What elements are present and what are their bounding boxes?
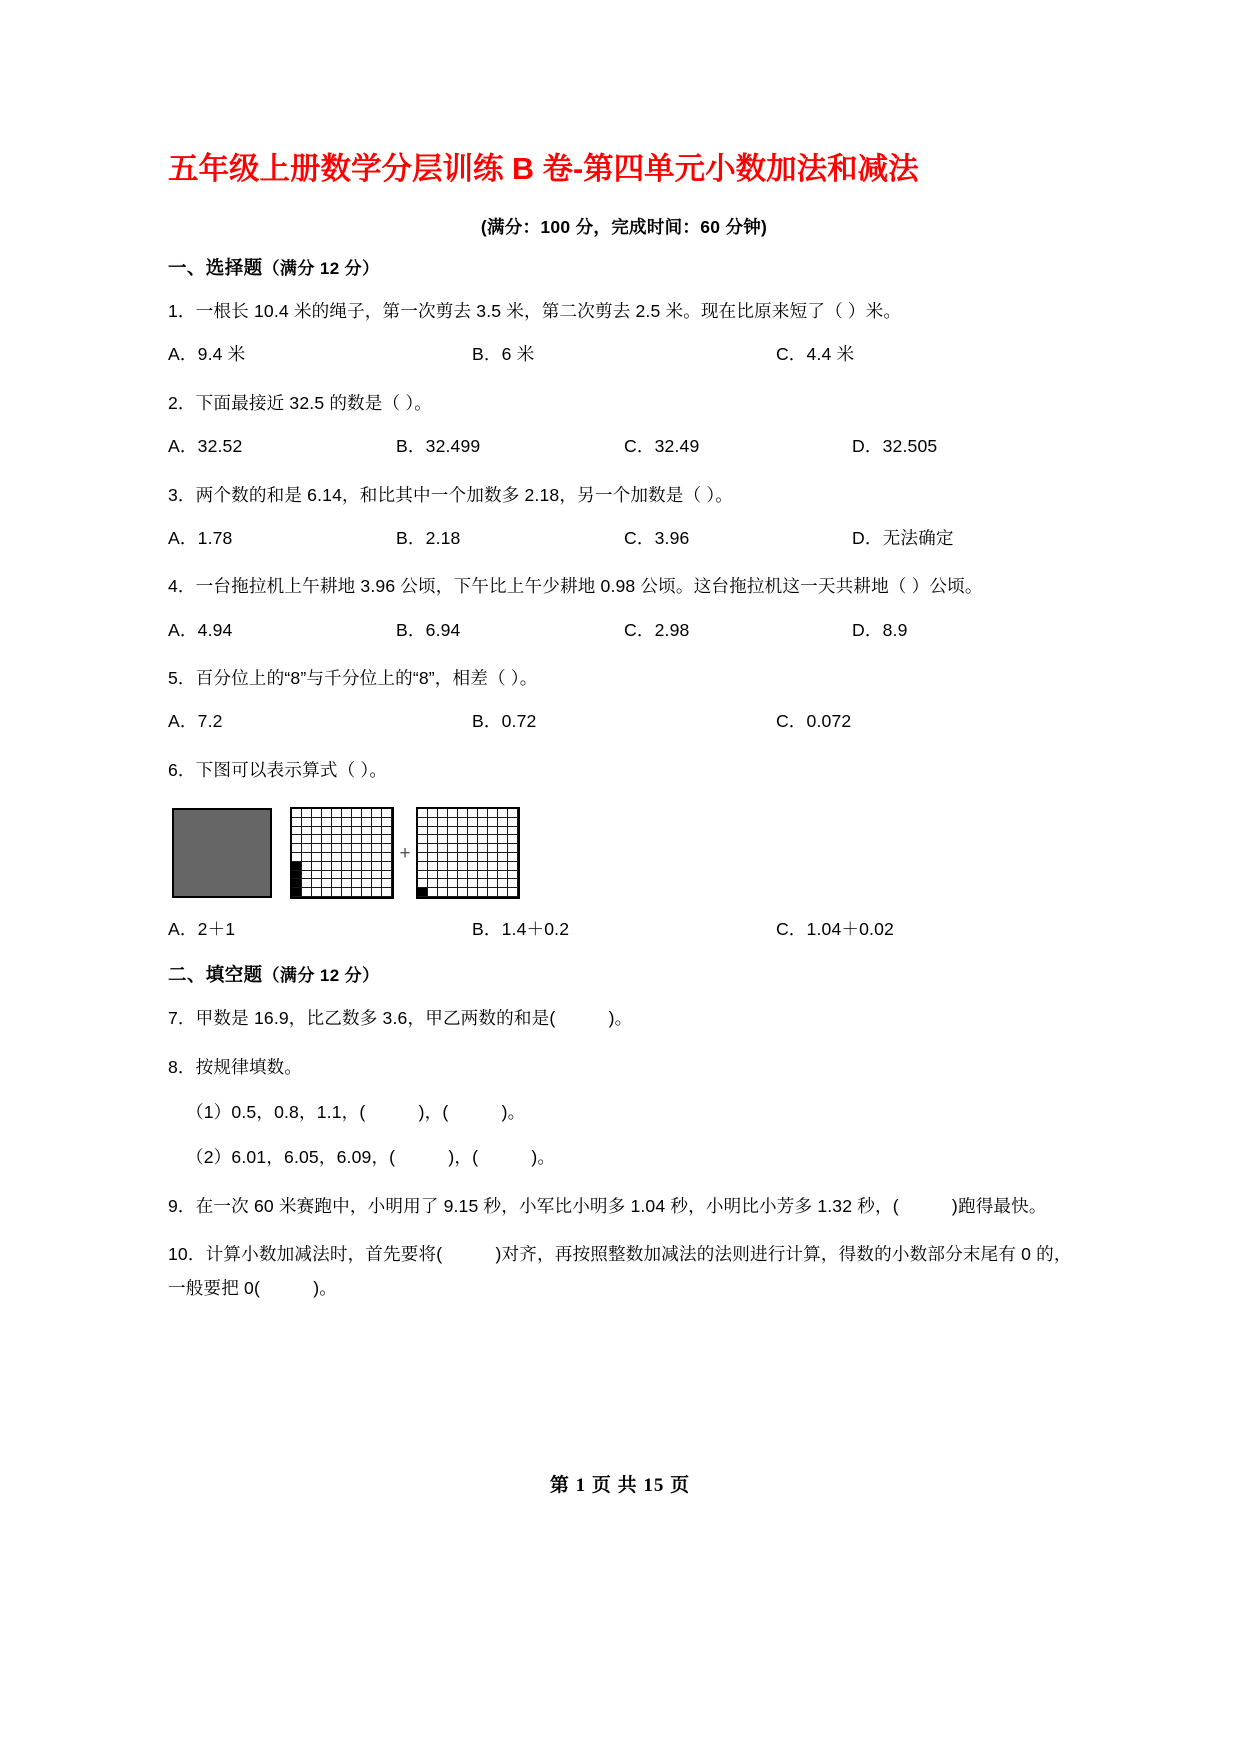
grid-cell <box>302 879 312 888</box>
grid-cell <box>382 809 392 818</box>
grid-cell <box>478 862 488 871</box>
grid-cell <box>478 871 488 880</box>
question-7-text: 7．甲数是 16.9，比乙数多 3.6，甲乙两数的和是( )。 <box>168 1008 633 1029</box>
grid-cell <box>428 827 438 836</box>
grid-cell <box>382 853 392 862</box>
grid-cell <box>478 888 488 897</box>
grid-cell <box>382 827 392 836</box>
grid-cell <box>382 844 392 853</box>
grid-cell <box>468 888 478 897</box>
option-5-b[interactable]: B．0.72 <box>471 711 537 732</box>
grid-cell <box>342 879 352 888</box>
grid-cell <box>322 888 332 897</box>
section-heading-label-2: 二、填空题 <box>168 964 263 986</box>
grid-cell <box>292 853 302 862</box>
grid-cell <box>302 853 312 862</box>
grid-cell <box>438 827 448 836</box>
grid-cell <box>458 835 468 844</box>
grid-cell <box>352 853 362 862</box>
grid-cell <box>382 888 392 897</box>
grid-cell <box>488 853 498 862</box>
grid-cell <box>498 835 508 844</box>
grid-cell <box>352 827 362 836</box>
grid-cell <box>372 827 382 836</box>
grid-cell <box>438 888 448 897</box>
grid-cell <box>332 871 342 880</box>
grid-cell <box>332 879 342 888</box>
grid-cell <box>292 844 302 853</box>
question-2-text: 2．下面最接近 32.5 的数是（ ）。 <box>168 392 433 413</box>
grid-cell <box>362 871 372 880</box>
hundredths-grid-b <box>416 807 520 899</box>
exam-subtitle: (满分：100 分，完成时间：60 分钟) <box>480 217 768 238</box>
grid-cell <box>448 827 458 836</box>
grid-cell <box>468 844 478 853</box>
grid-cell <box>302 835 312 844</box>
grid-cell <box>428 844 438 853</box>
grid-cell <box>342 809 352 818</box>
decimal-grid-figure <box>168 803 1080 903</box>
solid-unit-square <box>172 808 272 898</box>
section-heading-label: 一、选择题 <box>168 257 263 279</box>
grid-cell <box>352 862 362 871</box>
grid-cell <box>508 888 518 897</box>
grid-cell <box>458 879 468 888</box>
grid-cell <box>508 809 518 818</box>
grid-cell <box>498 862 508 871</box>
grid-cell <box>438 862 448 871</box>
hundredths-grid-a <box>290 807 394 899</box>
grid-cell <box>332 844 342 853</box>
option-6-c[interactable]: C．1.04＋0.02 <box>775 919 894 940</box>
grid-cell <box>372 818 382 827</box>
grid-cell <box>292 818 302 827</box>
grid-cell <box>428 871 438 880</box>
section-heading-points: （满分 12 分） <box>262 259 380 279</box>
grid-cell <box>418 879 428 888</box>
grid-cell <box>468 871 478 880</box>
option-4-a[interactable]: A．4.94 <box>168 619 233 640</box>
option-6-b[interactable]: B．1.4＋0.2 <box>471 919 570 940</box>
grid-cell <box>458 818 468 827</box>
grid-cell <box>448 862 458 871</box>
question-1-options <box>168 338 1080 371</box>
page-footer: 第 1 页 共 15 页 <box>549 1475 691 1496</box>
grid-cell <box>312 844 322 853</box>
grid-cell <box>302 888 312 897</box>
option-2-b[interactable]: B．32.499 <box>396 436 481 457</box>
grid-cell <box>372 871 382 880</box>
grid-cell <box>438 844 448 853</box>
grid-cell <box>418 871 428 880</box>
grid-cell <box>302 827 312 836</box>
grid-cell <box>312 809 322 818</box>
grid-cell <box>362 853 372 862</box>
grid-cell <box>508 818 518 827</box>
option-3-a[interactable]: A．1.78 <box>168 527 233 548</box>
grid-cell <box>292 827 302 836</box>
question-8-text: 8．按规律填数。 <box>168 1056 303 1077</box>
grid-cell <box>372 879 382 888</box>
grid-cell <box>342 888 352 897</box>
question-9-text: 9．在一次 60 米赛跑中，小明用了 9.15 秒，小军比小明多 1.04 秒，小明比小芳多 1.32 秒，( )跑得最快。 <box>168 1195 1047 1216</box>
grid-cell <box>312 835 322 844</box>
grid-cell <box>332 818 342 827</box>
grid-cell <box>352 888 362 897</box>
grid-cell <box>322 853 332 862</box>
grid-cell <box>352 879 362 888</box>
grid-cell <box>382 871 392 880</box>
grid-cell <box>458 809 468 818</box>
option-1-a[interactable]: A．9.4 米 <box>168 344 246 365</box>
grid-cell <box>302 809 312 818</box>
grid-cell <box>498 844 508 853</box>
grid-cell <box>418 888 428 897</box>
grid-cell <box>332 862 342 871</box>
grid-cell <box>448 835 458 844</box>
grid-cell <box>322 862 332 871</box>
question-1-text: 1．一根长 10.4 米的绳子，第一次剪去 3.5 米，第二次剪去 2.5 米。现在比原来短了（ ）米。 <box>168 301 902 322</box>
grid-cell <box>322 879 332 888</box>
grid-cell <box>362 888 372 897</box>
grid-cell <box>498 853 508 862</box>
option-6-a[interactable]: A．2＋1 <box>168 919 236 940</box>
grid-cell <box>372 862 382 871</box>
grid-cell <box>332 809 342 818</box>
grid-cell <box>448 809 458 818</box>
grid-cell <box>418 844 428 853</box>
grid-cell <box>292 871 302 880</box>
grid-cell <box>478 844 488 853</box>
section-heading-choice <box>168 254 1080 280</box>
grid-cell <box>438 818 448 827</box>
grid-cell <box>448 853 458 862</box>
grid-cell <box>428 888 438 897</box>
grid-cell <box>332 853 342 862</box>
grid-cell <box>458 888 468 897</box>
grid-cell <box>362 844 372 853</box>
option-3-d[interactable]: D．无法确定 <box>852 527 954 548</box>
grid-cell <box>342 827 352 836</box>
grid-cell <box>458 827 468 836</box>
grid-cell <box>458 871 468 880</box>
grid-cell <box>418 809 428 818</box>
grid-cell <box>372 809 382 818</box>
grid-cell <box>468 835 478 844</box>
grid-cell <box>342 871 352 880</box>
grid-cell <box>382 835 392 844</box>
grid-cell <box>428 853 438 862</box>
grid-cell <box>332 835 342 844</box>
grid-cell <box>312 853 322 862</box>
grid-cell <box>342 844 352 853</box>
question-8-sub-1: （1）0.5，0.8，1.1，( )，( )。 <box>186 1102 526 1123</box>
grid-cell <box>508 844 518 853</box>
grid-cell <box>302 862 312 871</box>
grid-cell <box>448 888 458 897</box>
grid-cell <box>508 879 518 888</box>
grid-cell <box>312 862 322 871</box>
grid-cell <box>428 818 438 827</box>
grid-cell <box>302 871 312 880</box>
grid-cell <box>352 818 362 827</box>
question-5-options <box>168 705 1080 738</box>
grid-cell <box>352 835 362 844</box>
grid-cell <box>478 853 488 862</box>
grid-cell <box>372 835 382 844</box>
grid-cell <box>498 809 508 818</box>
grid-cell <box>362 862 372 871</box>
grid-cell <box>428 862 438 871</box>
grid-cell <box>418 835 428 844</box>
option-2-a[interactable]: A．32.52 <box>168 436 243 457</box>
grid-cell <box>292 835 302 844</box>
question-5-text: 5．百分位上的“8”与千分位上的“8”，相差（ ）。 <box>168 668 538 688</box>
grid-cell <box>478 827 488 836</box>
grid-cell <box>458 844 468 853</box>
grid-cell <box>342 818 352 827</box>
option-3-c[interactable]: C．3.96 <box>624 527 690 548</box>
grid-cell <box>458 862 468 871</box>
option-1-b[interactable]: B．6 米 <box>471 344 535 365</box>
option-1-c[interactable]: C．4.4 米 <box>775 344 855 365</box>
grid-cell <box>508 871 518 880</box>
question-10-text: 10．计算小数加减法时，首先要将( )对齐，再按照整数加减法的法则进行计算，得数的小数部分末尾有 0 的，一般要把 0( )。 <box>168 1244 1072 1299</box>
grid-cell <box>508 827 518 836</box>
grid-cell <box>478 879 488 888</box>
grid-cell <box>498 827 508 836</box>
grid-cell <box>312 818 322 827</box>
grid-cell <box>322 871 332 880</box>
grid-cell <box>302 818 312 827</box>
grid-cell <box>352 844 362 853</box>
grid-cell <box>312 827 322 836</box>
grid-cell <box>438 871 448 880</box>
grid-cell <box>498 818 508 827</box>
grid-cell <box>488 818 498 827</box>
grid-cell <box>372 888 382 897</box>
grid-cell <box>428 835 438 844</box>
grid-cell <box>332 888 342 897</box>
grid-cell <box>428 879 438 888</box>
grid-cell <box>498 871 508 880</box>
grid-cell <box>448 871 458 880</box>
grid-cell <box>322 818 332 827</box>
section-heading-points-2: （满分 12 分） <box>262 966 380 986</box>
grid-cell <box>342 862 352 871</box>
grid-cell <box>292 809 302 818</box>
grid-cell <box>292 888 302 897</box>
grid-cell <box>342 853 352 862</box>
grid-cell <box>362 879 372 888</box>
grid-cell <box>478 835 488 844</box>
grid-cell <box>362 835 372 844</box>
grid-cell <box>508 853 518 862</box>
grid-cell <box>438 879 448 888</box>
option-5-a[interactable]: A．7.2 <box>168 711 223 732</box>
grid-cell <box>488 888 498 897</box>
grid-cell <box>448 879 458 888</box>
grid-cell <box>332 827 342 836</box>
question-4-options <box>168 614 1080 647</box>
question-4-text: 4．一台拖拉机上午耕地 3.96 公顷，下午比上午少耕地 0.98 公顷。这台拖拉机这一天共耕地（ ）公顷。 <box>168 576 983 597</box>
grid-cell <box>322 835 332 844</box>
grid-cell <box>478 809 488 818</box>
grid-cell <box>312 888 322 897</box>
grid-cell <box>418 827 428 836</box>
grid-cell <box>312 879 322 888</box>
grid-cell <box>488 809 498 818</box>
option-3-b[interactable]: B．2.18 <box>396 527 461 548</box>
grid-cell <box>382 818 392 827</box>
grid-cell <box>302 844 312 853</box>
question-6-text: 6．下图可以表示算式（ ）。 <box>168 759 388 780</box>
question-6-options <box>168 913 1080 946</box>
question-2-options <box>168 430 1080 463</box>
grid-cell <box>468 879 478 888</box>
grid-cell <box>312 871 322 880</box>
question-3-text: 3．两个数的和是 6.14，和比其中一个加数多 2.18，另一个加数是（ ）。 <box>168 484 734 505</box>
question-3-options <box>168 522 1080 555</box>
grid-cell <box>418 818 428 827</box>
grid-cell <box>352 809 362 818</box>
grid-cell <box>362 827 372 836</box>
grid-cell <box>292 879 302 888</box>
grid-cell <box>342 835 352 844</box>
question-8-sub-2: （2）6.01，6.05，6.09，( )，( )。 <box>186 1147 556 1168</box>
grid-cell <box>438 853 448 862</box>
grid-cell <box>292 862 302 871</box>
grid-cell <box>468 827 478 836</box>
grid-cell <box>322 844 332 853</box>
grid-cell <box>488 844 498 853</box>
option-4-b[interactable]: B．6.94 <box>396 619 461 640</box>
grid-cell <box>362 818 372 827</box>
grid-cell <box>372 853 382 862</box>
page-content <box>168 0 1080 1306</box>
grid-cell <box>322 827 332 836</box>
grid-cell <box>478 818 488 827</box>
grid-cell <box>488 862 498 871</box>
grid-cell <box>488 835 498 844</box>
grid-cell <box>438 809 448 818</box>
grid-cell <box>362 809 372 818</box>
grid-cell <box>382 879 392 888</box>
grid-cell <box>508 862 518 871</box>
grid-cell <box>438 835 448 844</box>
grid-cell <box>488 871 498 880</box>
grid-cell <box>468 818 478 827</box>
option-5-c[interactable]: C．0.072 <box>775 711 852 732</box>
option-4-d[interactable]: D．8.9 <box>852 619 908 640</box>
grid-cell <box>468 862 478 871</box>
grid-cell <box>498 879 508 888</box>
grid-cell <box>382 862 392 871</box>
section-heading-fill <box>168 961 1080 987</box>
grid-cell <box>498 888 508 897</box>
grid-cell <box>488 879 498 888</box>
grid-cell <box>372 844 382 853</box>
grid-cell <box>448 818 458 827</box>
grid-cell <box>418 862 428 871</box>
grid-cell <box>468 809 478 818</box>
grid-cell <box>428 809 438 818</box>
grid-cell <box>458 853 468 862</box>
grid-cell <box>508 835 518 844</box>
option-2-c[interactable]: C．32.49 <box>624 436 700 457</box>
option-2-d[interactable]: D．32.505 <box>852 436 938 457</box>
plus-operator-icon: + <box>399 842 411 864</box>
grid-cell <box>352 871 362 880</box>
page-title: 五年级上册数学分层训练 B 卷-第四单元小数加法和减法 <box>168 152 919 186</box>
grid-cell <box>448 844 458 853</box>
grid-cell <box>322 809 332 818</box>
grid-cell <box>418 853 428 862</box>
option-4-c[interactable]: C．2.98 <box>624 619 690 640</box>
grid-cell <box>488 827 498 836</box>
grid-cell <box>468 853 478 862</box>
